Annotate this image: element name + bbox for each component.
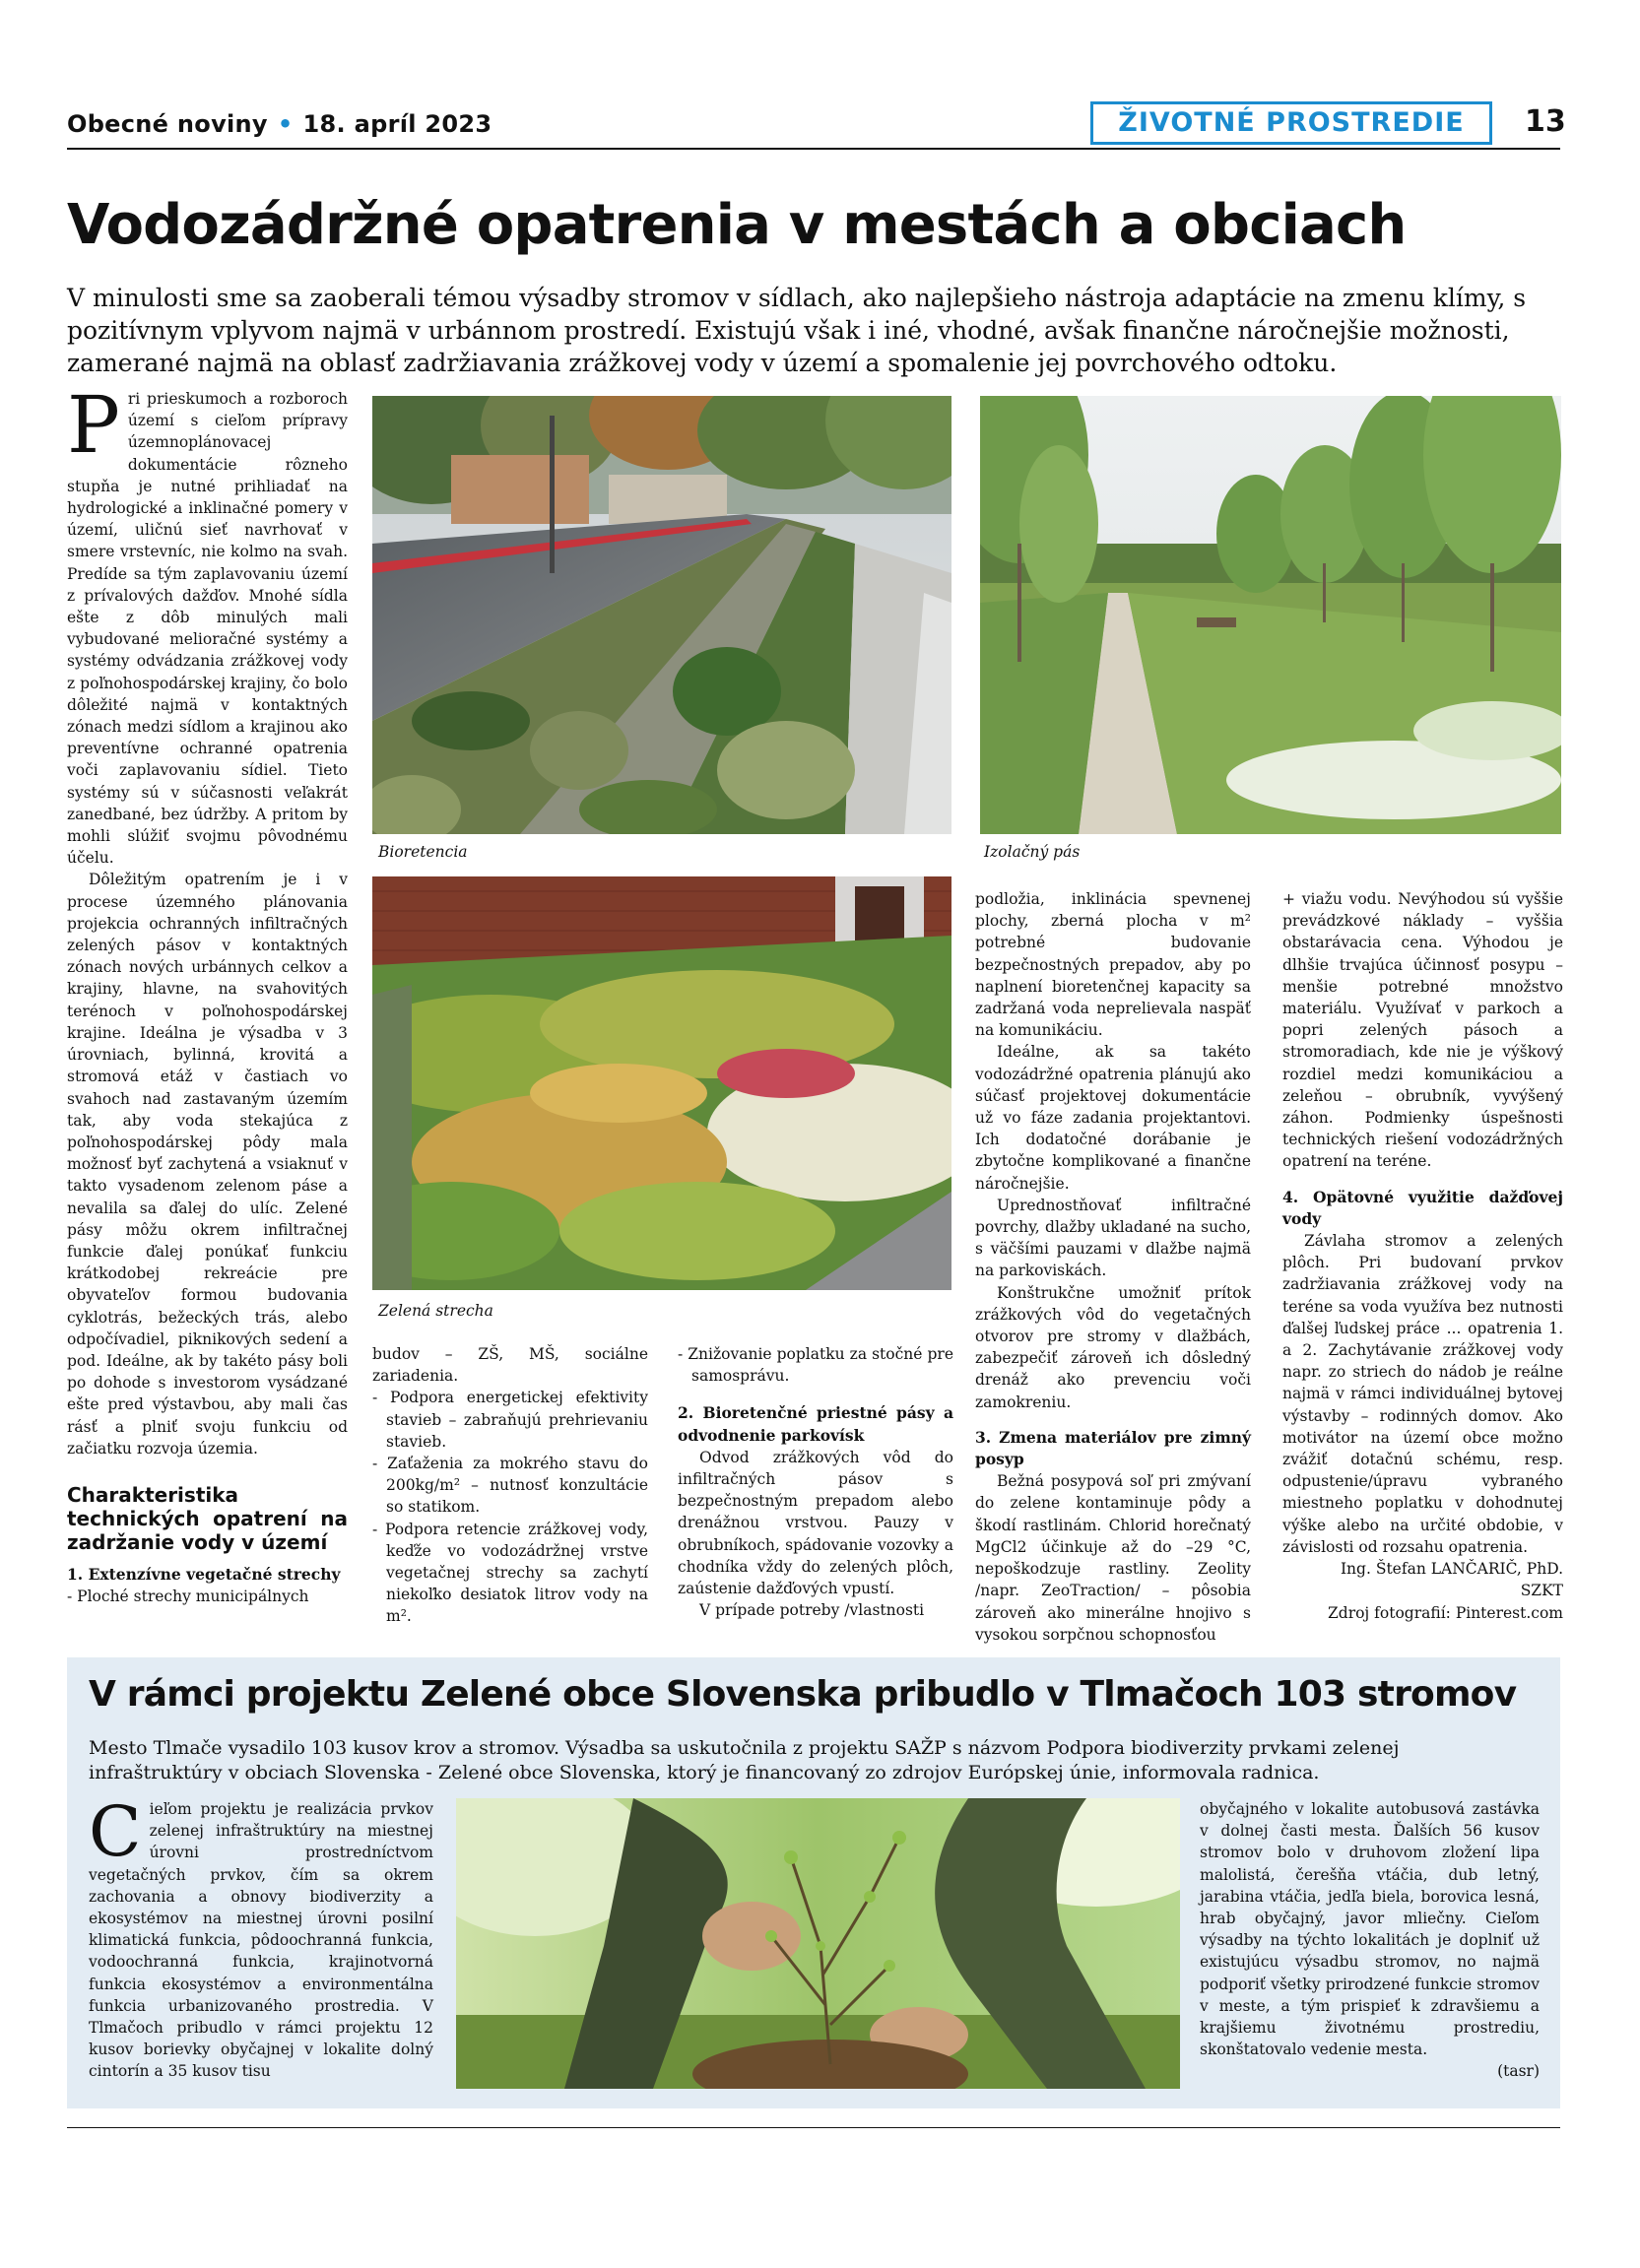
box-column-2 [1200, 1798, 1540, 2083]
box-column-1 [89, 1791, 433, 2083]
paragraph: Uprednostňovať infiltračné povrchy, dlažby ukladané na sucho, s väčšími pauzami v dlažbe najmä na parkoviskách. [975, 1196, 1251, 1280]
masthead [67, 110, 492, 138]
caption-bioretention: Bioretencia [378, 843, 468, 861]
author-name: Ing. Štefan LANČARIČ, PhD. [1340, 1560, 1563, 1579]
paragraph: V prípade potreby /vlastnosti [699, 1601, 925, 1620]
paragraph: + viažu vodu. Nevýhodou sú vyššie prevádzkové náklady – vyššia obstarávacia cena. Výhodou je dlhšie trvajúca účinnosť posypu – menšie potrebné množstvo materiálu. Využívať v parkoch a popri zelených pásoch a stromoradiach, kde nie je výškový rozdiel medzi komunikáciou a zeleňou – obrubník, vyvýšený záhon. Podmienky úspešnosti technických riešení vodozádržných opatrení na teréne. [1282, 890, 1563, 1171]
paragraph: Odvod zrážkových vôd do infiltračných pásov s bezpečnostným prepadom alebo drenážnou vrstvou. Pauzy v obrubníkoch, spádovanie vozovky a chodníka vždy do zelených plôch, zaústenie dažďových vpustí. [678, 1448, 953, 1598]
isolation-strip-image [980, 396, 1561, 834]
drop-cap: P [67, 379, 120, 471]
section-heading-2: 2. Bioretenčné priestné pásy a odvodnenie parkovísk [678, 1403, 953, 1445]
box-title: V rámci projektu Zelené obce Slovenska pribudlo v Tlmačoch 103 stromov [89, 1674, 1517, 1715]
separator-dot: • [277, 110, 294, 138]
paragraph: Dôležitým opatrením je i v procese územného plánovania projekcia ochranných infiltračných zelených pásov v kontaktných zónach nových urbánnych celkov a krajiny, hlavne, na svahovitých terénoch v poľnohospodárskej krajine. Ideálna je výsadba v 3 úrovniach, bylinná, krovitá a stromová etáž v častiach vo svahoch nad zastavaným územím tak, aby voda stekajúca z poľnohospodárskej pôdy mala možnosť byť zachytená a vsiaknuť v takto vysadenom zelenom páse a nevalila sa ďalej do ulíc. Zelené pásy môžu okrem infiltračnej funkcie ďalej ponúkať funkciu krátkodobej rekreácie pre obyvateľov formou budovania cyklotrás, bežeckých trás, alebo odpočívadiel, piknikových sedení a pod. Ideálne, ak by takéto pásy boli po dohode s investorom vysádzané ešte pred výstavbou, aby mali čas rásť a plniť svoju funkciu od začiatku rozvoja územia. [67, 871, 348, 1458]
page-number: 13 [1525, 104, 1566, 139]
green-roof-image [372, 876, 951, 1290]
paragraph: ri prieskumoch a rozboroch území s cieľom prípravy územnoplánovacej dokumentácie rôzneho stupňa je nutné prihliadať na hydrologické a inklinačné pomery v území, uličnú sieť navrhovať v smere vrstevníc, nie kolmo na svah. Predíde sa tým zaplavovaniu území z prívalových dažďov. Mnohé sídla ešte z dôb minulých mali vybudované melioračné systémy a systémy odvádzania zrážkovej vody z poľnohospodárskej krajiny, čo bolo dôležité najmä v kontaktných zónach medzi sídlom a krajinou ako preventívne ochranné opatrenia voči zaplavovaniu sídiel. Tieto systémy sú v súčasnosti veľakrát zanedbané, bez údržby. A pritom by mohli slúžiť svojmu pôvodnému účelu. [67, 390, 348, 868]
body-column-3 [678, 1343, 953, 1621]
header-rule [67, 148, 1560, 150]
drop-cap: C [89, 1791, 142, 1872]
caption-green-roof: Zelená strecha [378, 1302, 493, 1320]
photo-bioretention [372, 396, 951, 834]
paragraph: Bežná posypová soľ pri zmývaní do zelene kontaminuje pôdy a škodí rastlinám. Chlorid horečnatý MgCl2 účinkuje až do –29 °C, nepoškodzuje rastliny. Zeolity /napr. ZeoTraction/ – pôsobia zároveň ako minerálne hnojivo s vysokou sorpčnou schopnosťou [975, 1472, 1251, 1644]
body-column-1 [67, 379, 348, 1459]
paragraph: Ideálne, ak sa takéto vodozádržné opatrenia plánujú ako súčasť projektovej dokumentácie už vo fáze zadania projektantovi. Ich dodatočné dorábanie je zbytočne komplikované a finančne náročnejšie. [975, 1043, 1251, 1193]
bullet-list [372, 1387, 648, 1627]
article-title: Vodozádržné opatrenia v mestách a obciach [67, 193, 1407, 257]
paragraph: Konštrukčne umožniť prítok zrážkových vôd do vegetačných otvorov pre stromy v dlažbách, zabezpečiť zároveň ich dôsledný drenáž ako prevenciu voči zamokreniu. [975, 1283, 1251, 1411]
list-item: - Podpora energetickej efektivity stavieb – zabraňujú prehrievaniu stavieb. [372, 1389, 648, 1451]
paragraph: podložia, inklinácia spevnenej plochy, zberná plocha v m² potrebné budovanie bezpečnostných prepadov, aby po naplnení bioretenčnej kapacity sa zadržaná voda neprelievala naspäť na komunikáciu. [975, 890, 1251, 1040]
bioretention-image [372, 396, 951, 834]
source-signoff: (tasr) [1497, 2062, 1540, 2081]
article-lead: V minulosti sme sa zaoberali témou výsadby stromov v sídlach, ako najlepšieho nástroja adaptácie na zmenu klímy, s pozitívnym vplyvom najmä v urbánnom prostredí. Existujú však i iné, vhodné, avšak finančne náročnejšie možnosti, zamerané najmä na oblasť zadržiavania zrážkovej vody v území a spomalenie jej povrchového odtoku. [67, 284, 1527, 377]
paragraph: obyčajného v lokalite autobusová zastávka v dolnej časti mesta. Ďalších 56 kusov stromov bolo v druhovom zložení lipa malolistá, čerešňa vtáčia, dub letný, jarabina vtáčia, jedľa biela, borovica lesná, hrab obyčajný, javor mliečny. Cieľom výsadby na týchto lokalitách je doplniť už existujúcu výsadbu stromov, no najmä podporiť všetky prirodzené funkcie stromov v meste, a tým prispieť k zdravšiemu a krajšiemu životnému prostrediu, skonštatovalo vedenie mesta. [1200, 1800, 1540, 2059]
section-heading-1: 1. Extenzívne vegetačné strechy [67, 1565, 341, 1584]
subheading: Charakteristika technických opatrení na zadržanie vody v území [67, 1483, 348, 1554]
box-lead: Mesto Tlmače vysadilo 103 kusov krov a stromov. Výsadba sa uskutočnila z projektu SAŽP s názvom Podpora biodiverzity prvkami zelenej infraštruktúry v obciach Slovenska - Zelené obce Slovenska, ktorý je financovaný zo zdrojov Európskej únie, informovala radnica. [89, 1737, 1400, 1783]
publication-name: Obecné noviny [67, 110, 268, 138]
list-item: - Podpora retencie zrážkovej vody, keďže vo vodozádržnej vrstve vegetačnej strechy sa zachytí niekoľko desiatok litrov vody na m². [372, 1520, 648, 1626]
body-column-1-bottom [67, 1483, 348, 1607]
section-label: ŽIVOTNÉ PROSTREDIE [1090, 101, 1492, 145]
section-heading-4: 4. Opätovné využitie dažďovej vody [1282, 1187, 1563, 1228]
footer-rule [67, 2127, 1560, 2128]
photo-planting [456, 1798, 1180, 2089]
list-item: - Zaťaženia za mokrého stavu do 200kg/m² – nutnosť konzultácie so statikom. [372, 1455, 648, 1517]
photo-source: Zdroj fotografií: Pinterest.com [1328, 1603, 1563, 1622]
list-item: - Znižovanie poplatku za stočné pre samosprávu. [678, 1345, 953, 1386]
body-column-2 [372, 1343, 648, 1628]
paragraph: budov – ZŠ, MŠ, sociálne zariadenia. [372, 1345, 648, 1386]
planting-image [456, 1798, 1180, 2089]
paragraph: Závlaha stromov a zelených plôch. Pri budovaní prvkov zadržiavania zrážkovej vody na teréne sa voda využíva bez nutnosti ďalšej ľudskej práce ... opatrenia 1. a 2. Zachytávanie zrážkovej vody napr. zo striech do nádob je reálne najmä v rámci individuálnej bytovej výstavby – rodinných domov. Ako motivátor na území obce možno zvážiť dotačnú schému, resp. odpustenie/úpravu vybraného miestneho poplatku v dohodnutej výške alebo na určité obdobie, v závislosti od rozsahu opatrenia. [1282, 1232, 1563, 1556]
caption-isolation-strip: Izolačný pás [984, 843, 1081, 861]
photo-green-roof [372, 876, 951, 1290]
body-column-5 [1282, 888, 1563, 1624]
issue-date: 18. apríl 2023 [302, 110, 492, 138]
photo-isolation-strip [980, 396, 1561, 834]
author-org: SZKT [1520, 1582, 1563, 1600]
body-column-4 [975, 888, 1251, 1646]
paragraph: ieľom projektu je realizácia prvkov zelenej infraštruktúry na miestnej úrovni prostredníctvom vegetačných prvkov, čím sa okrem zachovania a obnovy biodiverzity a ekosystémov na miestnej úrovni posilní klimatická funkcia, pôdoochranná funkcia, vodoochranná funkcia, krajinotvorná funkcia ekosystémov a environmentálna funkcia urbanizovaného prostredia. V Tlmačoch pribudlo v rámci projektu 12 kusov borievky obyčajnej v lokalite dolný cintorín a 35 kusov tisu [89, 1800, 433, 2081]
section-heading-3: 3. Zmena materiálov pre zimný posyp [975, 1427, 1251, 1469]
list-item: - Ploché strechy municipálnych [67, 1588, 309, 1606]
